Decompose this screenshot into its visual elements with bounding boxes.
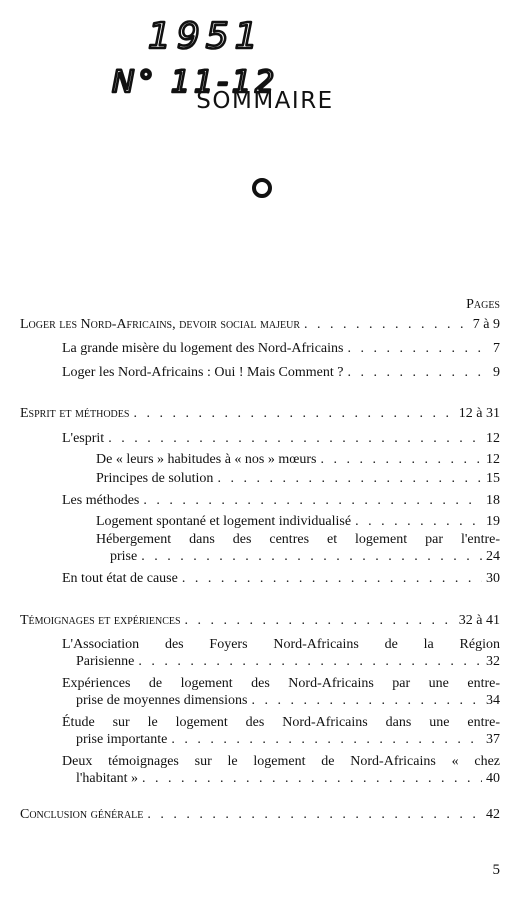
toc-leader-dots [304,316,469,333]
toc-leader-dots [347,340,489,357]
toc-item-label-line2: Parisienne [76,654,135,669]
toc-subitem [96,451,500,468]
pages-column-header: Pages [466,297,500,312]
toc-item-label-line1: Deux témoignages sur le logement de Nord-Africains « chez [62,754,500,769]
toc-section-pages: 7 à 9 [472,317,500,332]
filled-circle-ring-icon [252,178,272,198]
toc-section-pages: 12 à 31 [458,406,500,421]
toc-item-label-line2: prise importante [76,732,168,747]
toc-section-2 [20,405,500,422]
toc-item-page: 7 [493,341,500,356]
toc-leader-dots [217,470,482,487]
page-title: SOMMAIRE [196,88,334,114]
toc-section-label: Témoignages et expériences [20,613,181,628]
toc-item-label-line2: prise de moyennes dimensions [76,693,248,708]
toc-item-label: Loger les Nord-Africains : Oui ! Mais Comment ? [62,365,344,380]
toc-item-label: L'esprit [62,431,105,446]
toc-item-label-line1: Expériences de logement des Nord-Africains par une entre- [62,676,500,691]
toc-item-label: Les méthodes [62,493,140,508]
toc-item-page: 9 [493,365,500,380]
toc-item-label-line1: L'Association des Foyers Nord-Africains de la Région [62,637,500,652]
toc-item-page: 34 [486,693,500,708]
toc-item-multiline [62,675,500,709]
toc-item [62,340,500,357]
toc-leader-dots [143,492,482,509]
toc-subitem-multiline [96,531,500,565]
toc-item-label: De « leurs » habitudes à « nos » mœurs [96,452,317,467]
toc-item [62,570,500,587]
toc-item-page: 19 [486,514,500,529]
toc-section-4 [20,806,500,823]
toc-subitem [96,513,500,530]
toc-section-1 [20,316,500,333]
toc-leader-dots [320,451,482,468]
toc-item-label-line2: prise [110,549,138,564]
toc-item [62,492,500,509]
toc-section-label: Conclusion générale [20,807,144,822]
toc-item-page: 18 [486,493,500,508]
toc-leader-dots [141,548,482,565]
toc-item-label-line1: Hébergement dans des centres et logement par l'entre- [96,532,500,547]
page-number: 5 [492,862,500,878]
toc-leader-dots [142,770,482,787]
toc-item-page: 40 [486,771,500,786]
toc-item-page: 37 [486,732,500,747]
toc-item-label-line2: l'habitant » [76,771,139,786]
handwritten-year: 1951 [148,16,264,57]
toc-item-label: Principes de solution [96,471,214,486]
toc-leader-dots [185,612,455,629]
toc-section-3 [20,612,500,629]
toc-leader-dots [147,806,482,823]
toc-item [62,430,500,447]
toc-item-page: 15 [486,471,500,486]
toc-item-page: 32 [486,654,500,669]
toc-item-multiline [62,636,500,670]
toc-leader-dots [348,364,490,381]
handwritten-issue-number: N° 11-12 [112,65,279,100]
toc-section-label: Loger les Nord-Africains, devoir social majeur [20,317,301,332]
toc-item-label: La grande misère du logement des Nord-Africains [62,341,344,356]
toc-item-page: 30 [486,571,500,586]
toc-item-label-line1: Étude sur le logement des Nord-Africains dans une entre- [62,715,500,730]
toc-item [62,364,500,381]
toc-leader-dots [171,731,482,748]
toc-leader-dots [108,430,482,447]
toc-leader-dots [138,653,482,670]
toc-item-multiline [62,714,500,748]
toc-item-page: 12 [486,452,500,467]
toc-item-label: En tout état de cause [62,571,178,586]
toc-leader-dots [355,513,482,530]
toc-section-pages: 32 à 41 [458,613,500,628]
toc-section-pages: 42 [486,807,500,822]
toc-item-page: 24 [486,549,500,564]
toc-subitem [96,470,500,487]
toc-section-label: Esprit et méthodes [20,406,130,421]
toc-leader-dots [251,692,482,709]
toc-item-multiline [62,753,500,787]
toc-item-page: 12 [486,431,500,446]
toc-leader-dots [133,405,454,422]
toc-item-label: Logement spontané et logement individualisé [96,514,352,529]
toc-leader-dots [182,570,482,587]
